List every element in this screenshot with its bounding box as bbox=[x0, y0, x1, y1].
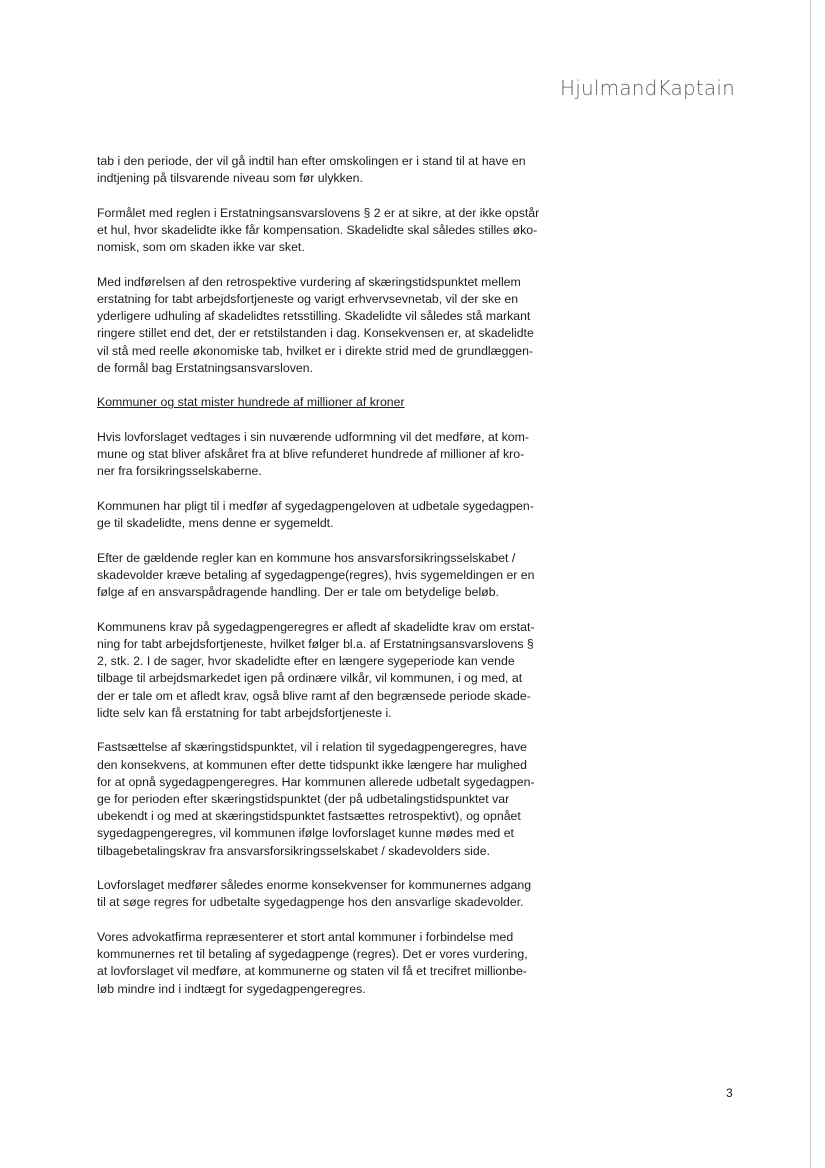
section-paragraphs bbox=[97, 429, 592, 998]
text-line: erstatning for tabt arbejdsfortjeneste og varigt erhvervsevnetab, vil der ske en bbox=[97, 292, 519, 306]
paragraph bbox=[97, 153, 592, 187]
text-line: kommunernes ret til betaling af sygedagpenge (regres). Det er vores vurdering, bbox=[97, 947, 528, 962]
text-line: der er tale om et afledt krav, også blive ramt af den begrænsede periode skade- bbox=[97, 688, 531, 703]
text-line: yderligere udhuling af skadelidtes retsstilling. Skadelidte vil således stå markant bbox=[97, 309, 531, 324]
company-logo: HjulmandKaptain bbox=[560, 76, 735, 100]
intro-paragraphs bbox=[97, 153, 592, 377]
text-line: Fastsættelse af skæringstidspunktet, vil i relation til sygedagpengeregres, have bbox=[97, 740, 527, 755]
text-line: nomisk, som om skaden ikke var sket. bbox=[97, 240, 305, 255]
paragraph bbox=[97, 274, 592, 377]
text-line: skadevolder kræve betaling af sygedagpenge(regres), hvis sygemeldingen er en bbox=[97, 568, 535, 582]
paragraph bbox=[97, 429, 592, 481]
text-line: lidte selv kan få erstatning for tabt arbejdsfortjeneste i. bbox=[97, 705, 392, 720]
text-line: ubekendt i og med at skæringstidspunktet fastsættes retrospektivt), og opnået bbox=[97, 809, 521, 824]
text-line: et hul, hvor skadelidte ikke får kompensation. Skadelidte skal således stilles øko- bbox=[97, 223, 538, 237]
text-line: Med indførelsen af den retrospektive vurdering af skæringstidspunktet mellem bbox=[97, 274, 521, 289]
paragraph bbox=[97, 877, 592, 911]
text-line: Lovforslaget medfører således enorme konsekvenser for kommunernes adgang bbox=[97, 878, 532, 893]
text-line: Vores advokatfirma repræsenterer et stort antal kommuner i forbindelse med bbox=[97, 930, 514, 945]
paragraph bbox=[97, 498, 592, 532]
page-number: 3 bbox=[726, 1086, 733, 1100]
text-line: Kommunens krav på sygedagpengeregres er afledt af skadelidte krav om erstat- bbox=[97, 619, 535, 634]
paragraph bbox=[97, 739, 592, 859]
text-line: for at opnå sygedagpengeregres. Har kommunen allerede udbetalt sygedagpen- bbox=[97, 774, 535, 789]
text-line: mune og stat bliver afskåret fra at blive refunderet hundrede af millioner af kro- bbox=[97, 447, 525, 462]
text-line: at lovforslaget vil medføre, at kommunerne og staten vil få et trecifret millionbe- bbox=[97, 964, 527, 979]
text-line: ner fra forsikringsselskaberne. bbox=[97, 464, 262, 479]
text-line: indtjening på tilsvarende niveau som før ulykken. bbox=[97, 171, 363, 186]
text-line: Formålet med reglen i Erstatningsansvarslovens § 2 er at sikre, at der ikke opstår bbox=[97, 205, 540, 220]
text-line: 2, stk. 2. I de sager, hvor skadelidte efter en længere sygeperiode kan vende bbox=[97, 654, 515, 669]
text-line: ge for perioden efter skæringstidspunktet (der på udbetalingstidspunktet var bbox=[97, 792, 510, 807]
paragraph bbox=[97, 619, 592, 722]
text-line: tab i den periode, der vil gå indtil han efter omskolingen er i stand til at have en bbox=[97, 154, 526, 168]
text-line: sygedagpengeregres, vil kommunen ifølge lovforslaget kunne mødes med et bbox=[97, 826, 514, 841]
text-line: vil stå med reelle økonomiske tab, hvilket er i direkte strid med de grundlæggen- bbox=[97, 343, 534, 358]
section-heading: Kommuner og stat mister hundrede af millioner af kroner bbox=[97, 395, 405, 410]
paragraph bbox=[97, 550, 592, 602]
text-line: Efter de gældende regler kan en kommune hos ansvarsforsikringsselskabet / bbox=[97, 550, 516, 565]
paragraph bbox=[97, 929, 592, 998]
text-line: tilbagebetalingskrav fra ansvarsforsikringsselskabet / skadevolders side. bbox=[97, 843, 491, 858]
text-line: ning for tabt arbejdsfortjeneste, hvilket følger bl.a. af Erstatningsansvarslovens § bbox=[97, 637, 534, 651]
text-line: de formål bag Erstatningsansvarsloven. bbox=[97, 360, 313, 375]
text-line: Hvis lovforslaget vedtages i sin nuværende udformning vil det medføre, at kom- bbox=[97, 430, 529, 444]
text-line: tilbage til arbejdsmarkedet igen på ordinære vilkår, vil kommunen, i og med, at bbox=[97, 671, 523, 686]
text-line: følge af en ansvarspådragende handling. Der er tale om betydelige beløb. bbox=[97, 585, 499, 600]
text-line: ge til skadelidte, mens denne er sygemeldt. bbox=[97, 516, 334, 531]
text-line: løb mindre ind i indtægt for sygedagpengeregres. bbox=[97, 981, 366, 996]
text-line: til at søge regres for udbetalte sygedagpenge hos den ansvarlige skadevolder. bbox=[97, 895, 524, 910]
text-line: Kommunen har pligt til i medfør af sygedagpengeloven at udbetale sygedagpen- bbox=[97, 499, 534, 513]
paragraph bbox=[97, 205, 592, 257]
document-body bbox=[97, 153, 592, 1015]
page-edge-line bbox=[810, 0, 811, 1168]
text-line: ringere stillet end det, der er retstilstanden i dag. Konsekvensen er, at skadelidte bbox=[97, 326, 534, 341]
text-line: den konsekvens, at kommunen efter dette tidspunkt ikke længere har mulighed bbox=[97, 757, 527, 772]
